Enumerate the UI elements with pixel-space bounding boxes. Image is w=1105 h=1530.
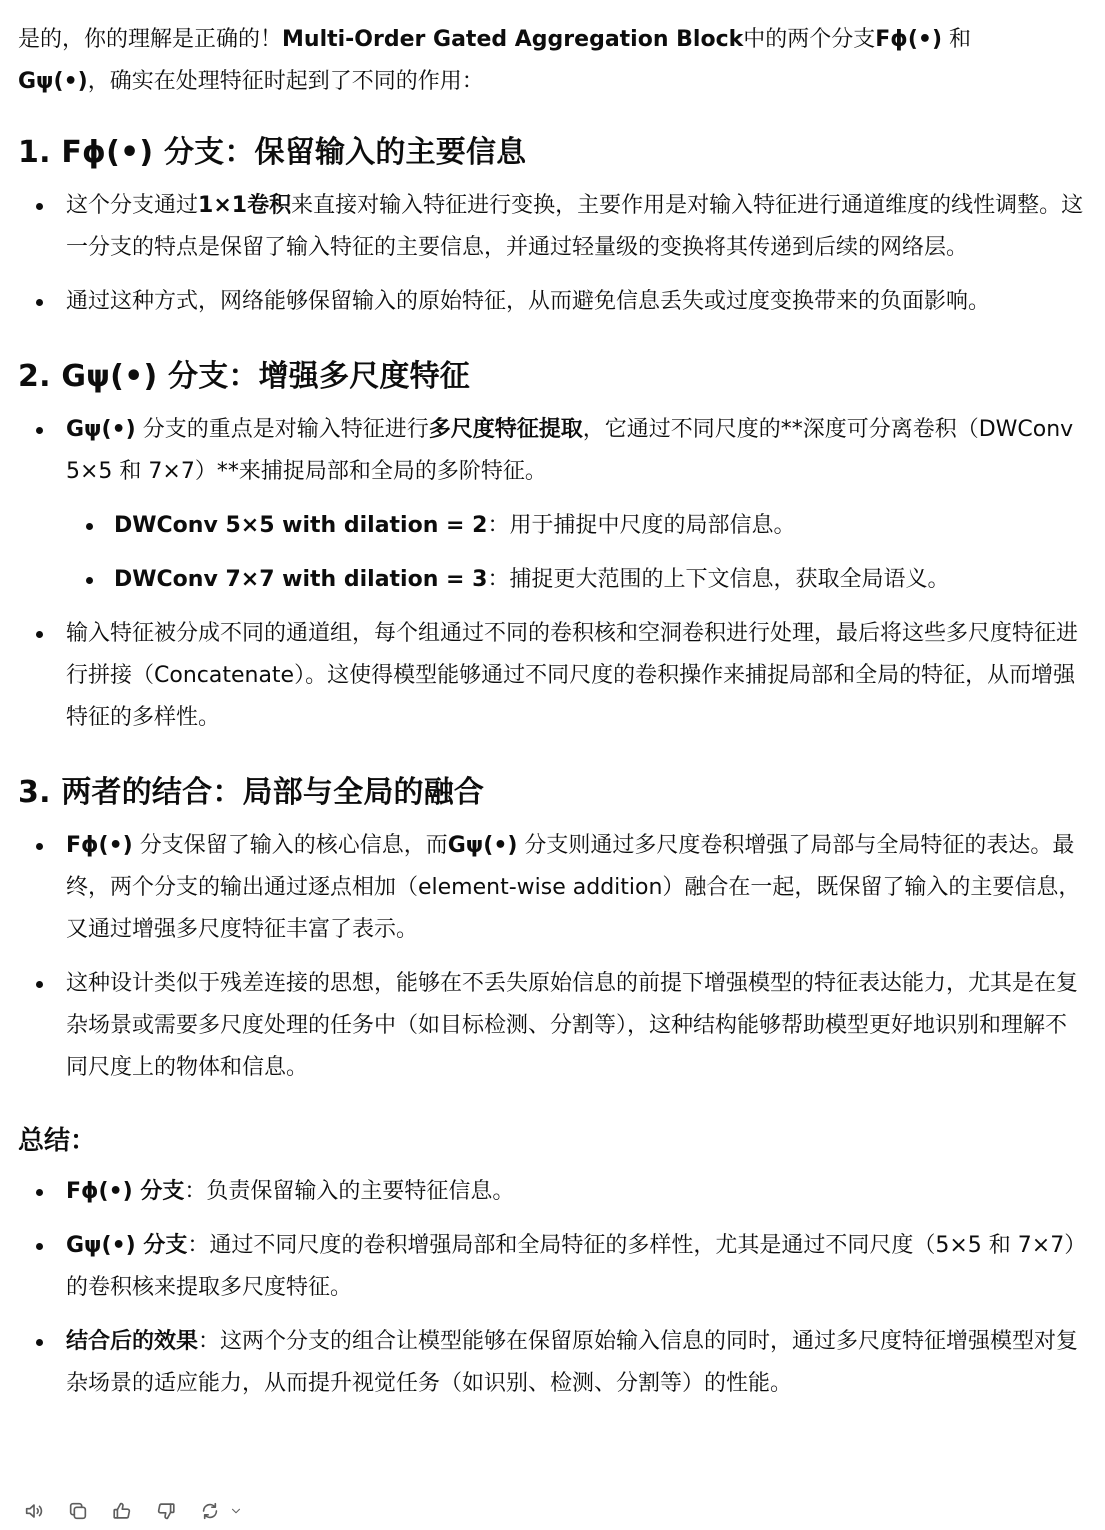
list-item-bold: 结合后的效果 — [66, 1329, 199, 1354]
list-item — [18, 1321, 1084, 1405]
list-item-text: ：通过不同尺度的卷积增强局部和全局特征的多样性，尤其是通过不同尺度（5×5 和 7×7）的卷积核来提取多尺度特征。 — [66, 1233, 1076, 1300]
section-1-list — [18, 185, 1084, 323]
sub-list-item — [18, 559, 1084, 601]
block-name: Multi-Order Gated Aggregation Block — [282, 27, 744, 52]
list-item — [18, 1171, 1084, 1213]
message-actions-toolbar — [22, 1496, 248, 1526]
list-item-text: 通过这种方式，网络能够保留输入的原始特征，从而避免信息丢失或过度变换带来的负面影响。 — [66, 289, 991, 314]
list-item-text: 这个分支通过 — [66, 193, 199, 218]
assistant-message — [18, 19, 1084, 1405]
list-item-bold: Gψ(•) — [66, 417, 136, 442]
section-3-title: 3. 两者的结合：局部与全局的融合 — [18, 775, 485, 810]
list-item-text: 分支的重点是对输入特征进行 — [135, 417, 429, 442]
regenerate-icon[interactable] — [198, 1499, 222, 1523]
intro-text-mid: 中的两个分支 — [743, 27, 876, 52]
intro-and: 和 — [942, 27, 972, 52]
regenerate-button[interactable] — [198, 1499, 248, 1523]
list-item-text: ：用于捕捉中尺度的局部信息。 — [487, 513, 796, 538]
section-2-list — [18, 409, 1084, 739]
copy-icon[interactable] — [66, 1499, 90, 1523]
list-item-text: ：捕捉更大范围的上下文信息，获取全局语义。 — [487, 567, 950, 592]
list-item — [18, 185, 1084, 269]
list-item — [18, 1225, 1084, 1309]
intro-text-post: ，确实在处理特征时起到了不同的作用： — [87, 69, 484, 94]
thumbs-up-icon[interactable] — [110, 1499, 134, 1523]
list-item-bold: Fϕ(•) — [66, 833, 133, 858]
summary-list — [18, 1171, 1084, 1405]
list-item-bold: Gψ(•) 分支 — [66, 1233, 188, 1258]
list-item-text: 输入特征被分成不同的通道组，每个组通过不同的卷积核和空洞卷积进行处理，最后将这些多尺度特征进行拼接（Concatenate）。这使得模型能够通过不同尺度的卷积操作来捕捉局部和全局的特征，从而增强特征的多样性。 — [66, 621, 1079, 730]
section-2-title: 2. Gψ(•) 分支：增强多尺度特征 — [18, 359, 470, 394]
list-item-text: ，它通过不同尺度的**深度可分离卷积（DWConv 5×5 和 7×7）**来捕捉局部和全局的多阶特征。 — [66, 417, 1074, 484]
intro-paragraph — [18, 19, 1084, 103]
list-item-bold: 多尺度特征提取 — [428, 417, 583, 442]
list-item-bold: Fϕ(•) 分支 — [66, 1179, 185, 1204]
list-item-bold: 1×1卷积 — [198, 193, 292, 218]
g-branch-name: Gψ(•) — [18, 69, 88, 94]
list-item-text: ：负责保留输入的主要特征信息。 — [184, 1179, 515, 1204]
section-1-title: 1. Fϕ(•) 分支：保留输入的主要信息 — [18, 135, 527, 170]
section-3-list — [18, 825, 1084, 1089]
list-item — [18, 281, 1084, 323]
list-item — [18, 825, 1084, 951]
speaker-icon[interactable] — [22, 1499, 46, 1523]
f-branch-name: Fϕ(•) — [875, 27, 943, 52]
list-item — [18, 963, 1084, 1089]
list-item-text: 这种设计类似于残差连接的思想，能够在不丢失原始信息的前提下增强模型的特征表达能力，尤其是在复杂场景或需要多尺度处理的任务中（如目标检测、分割等），这种结构能够帮助模型更好地识别和理解不同尺度上的物体和信息。 — [66, 971, 1079, 1080]
list-item-bold: DWConv 5×5 with dilation = 2 — [114, 513, 488, 538]
intro-text: 是的，你的理解是正确的！ — [18, 27, 283, 52]
sub-list-item — [18, 505, 1084, 547]
list-item-bold: DWConv 7×7 with dilation = 3 — [114, 567, 488, 592]
list-item — [18, 613, 1084, 739]
list-item-text: 来直接对输入特征进行变换，主要作用是对输入特征进行通道维度的线性调整。这一分支的特点是保留了输入特征的主要信息，并通过轻量级的变换将其传递到后续的网络层。 — [66, 193, 1084, 260]
list-item-bold: Gψ(•) — [447, 833, 518, 858]
list-item-text: ：这两个分支的组合让模型能够在保留原始输入信息的同时，通过多尺度特征增强模型对复杂场景的适应能力，从而提升视觉任务（如识别、检测、分割等）的性能。 — [66, 1329, 1079, 1396]
list-item — [18, 409, 1084, 493]
list-item-text: 分支则通过多尺度卷积增强了局部与全局特征的表达。最终，两个分支的输出通过逐点相加（element-wise addition）融合在一起，既保留了输入的主要信息，又通过增强多尺度特征丰富了表示。 — [66, 833, 1081, 942]
thumbs-down-icon[interactable] — [154, 1499, 178, 1523]
summary-title: 总结： — [18, 1126, 97, 1156]
chevron-down-icon[interactable] — [224, 1499, 248, 1523]
list-item-text: 分支保留了输入的核心信息，而 — [132, 833, 448, 858]
